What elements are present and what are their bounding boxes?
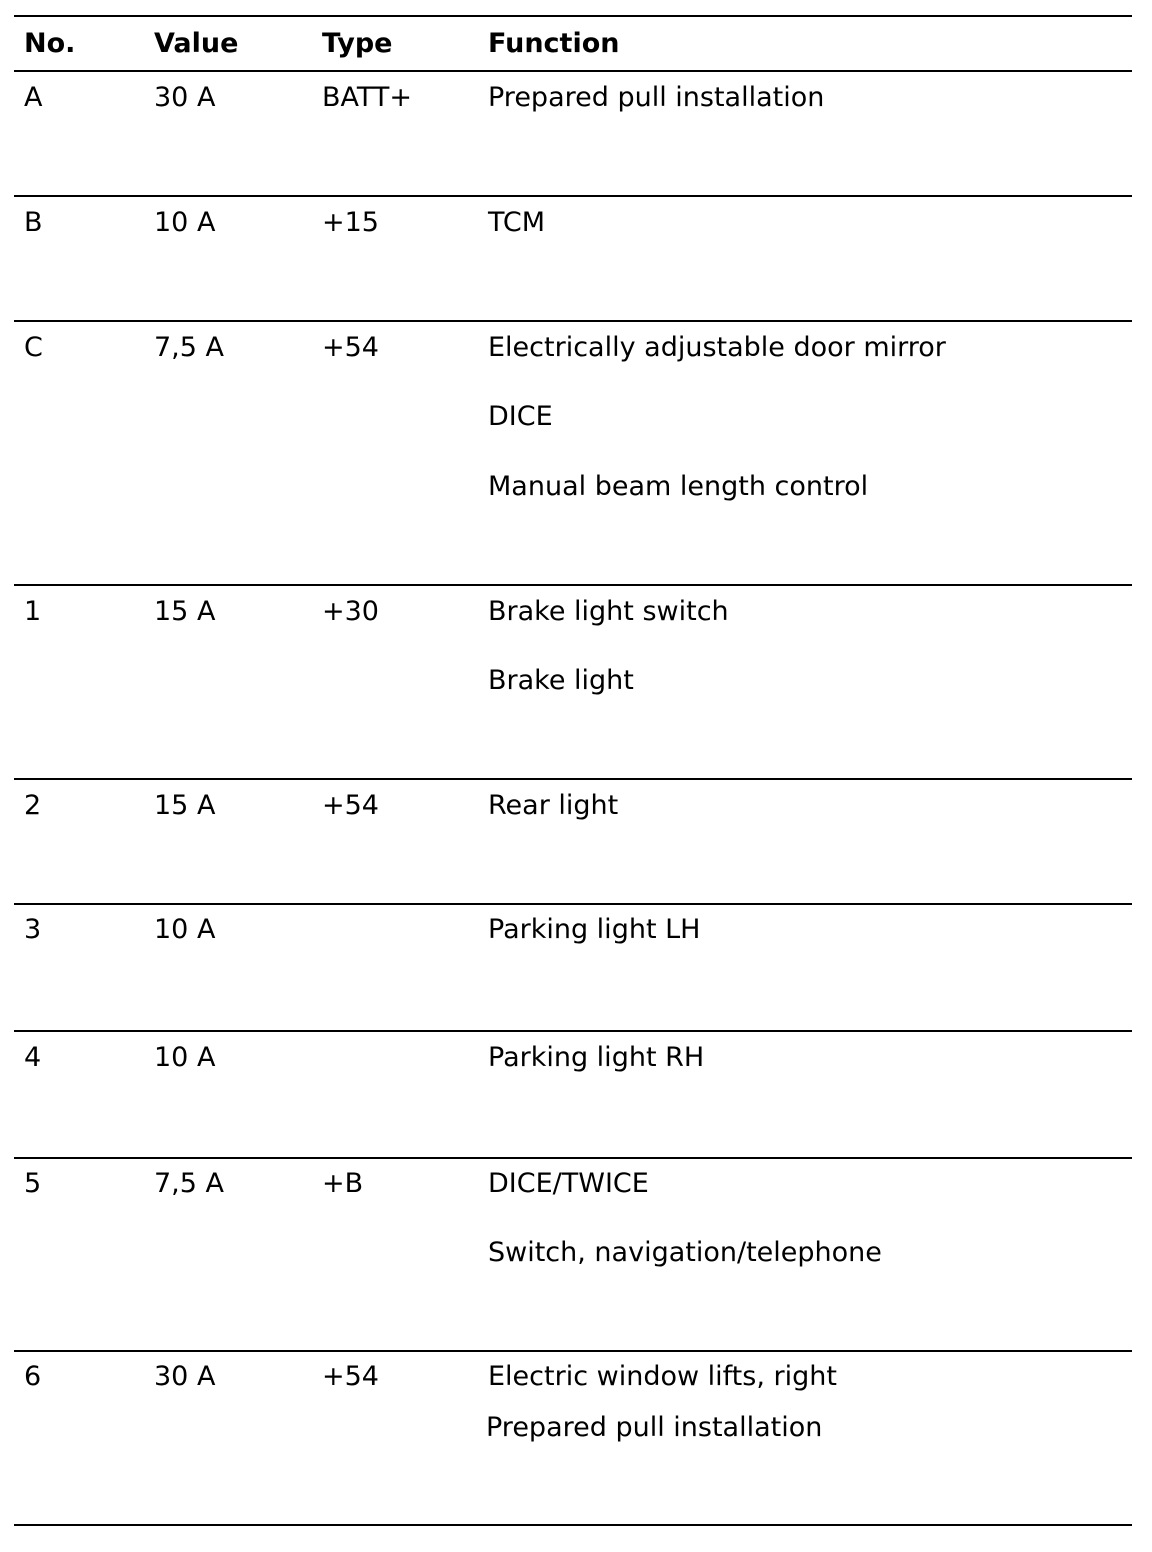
row-type: +54 [322, 1361, 379, 1392]
row-no: 3 [24, 914, 42, 945]
row-no: C [24, 332, 43, 363]
table-bottom-rule [14, 1524, 1132, 1526]
function-line: Brake light [488, 665, 634, 696]
header-function: Function [488, 28, 620, 59]
header-type: Type [322, 28, 393, 59]
function-line: Parking light RH [488, 1042, 705, 1073]
row-type: BATT+ [322, 82, 413, 113]
row-no: 6 [24, 1361, 42, 1392]
row-type: +B [322, 1168, 364, 1199]
row-value: 10 A [154, 1042, 216, 1073]
function-line: Brake light switch [488, 596, 729, 627]
function-line: Prepared pull installation [486, 1412, 823, 1443]
function-line: DICE/TWICE [488, 1168, 649, 1199]
row-type: +54 [322, 790, 379, 821]
function-line: Electrically adjustable door mirror [488, 332, 946, 363]
row-value: 30 A [154, 1361, 216, 1392]
row-no: 2 [24, 790, 42, 821]
row-value: 10 A [154, 914, 216, 945]
table-top-rule [14, 15, 1132, 17]
row-divider [14, 1157, 1132, 1159]
row-divider [14, 1030, 1132, 1032]
row-divider [14, 778, 1132, 780]
row-type: +30 [322, 596, 379, 627]
row-value: 30 A [154, 82, 216, 113]
row-value: 10 A [154, 207, 216, 238]
row-function [488, 207, 545, 239]
header-value: Value [154, 28, 239, 59]
row-no: B [24, 207, 43, 238]
row-value: 7,5 A [154, 1168, 224, 1199]
row-no: 4 [24, 1042, 42, 1073]
function-line: Prepared pull installation [488, 82, 825, 113]
row-no: 5 [24, 1168, 42, 1199]
row-divider [14, 1350, 1132, 1352]
row-divider [14, 195, 1132, 197]
row-no: 1 [24, 596, 42, 627]
row-value: 7,5 A [154, 332, 224, 363]
row-value: 15 A [154, 596, 216, 627]
row-type: +54 [322, 332, 379, 363]
row-type: +15 [322, 207, 379, 238]
header-no: No. [24, 28, 76, 59]
function-line: Parking light LH [488, 914, 701, 945]
function-line: Rear light [488, 790, 619, 821]
header-rule [14, 70, 1132, 72]
function-line: Manual beam length control [488, 471, 869, 502]
row-value: 15 A [154, 790, 216, 821]
row-no: A [24, 82, 43, 113]
function-line: Electric window lifts, right [488, 1361, 837, 1392]
function-line: TCM [488, 207, 546, 238]
row-divider [14, 584, 1132, 586]
row-divider [14, 903, 1132, 905]
function-line: Switch, navigation/telephone [488, 1237, 882, 1268]
function-line: DICE [488, 401, 553, 432]
row-function [488, 82, 824, 114]
row-divider [14, 320, 1132, 322]
